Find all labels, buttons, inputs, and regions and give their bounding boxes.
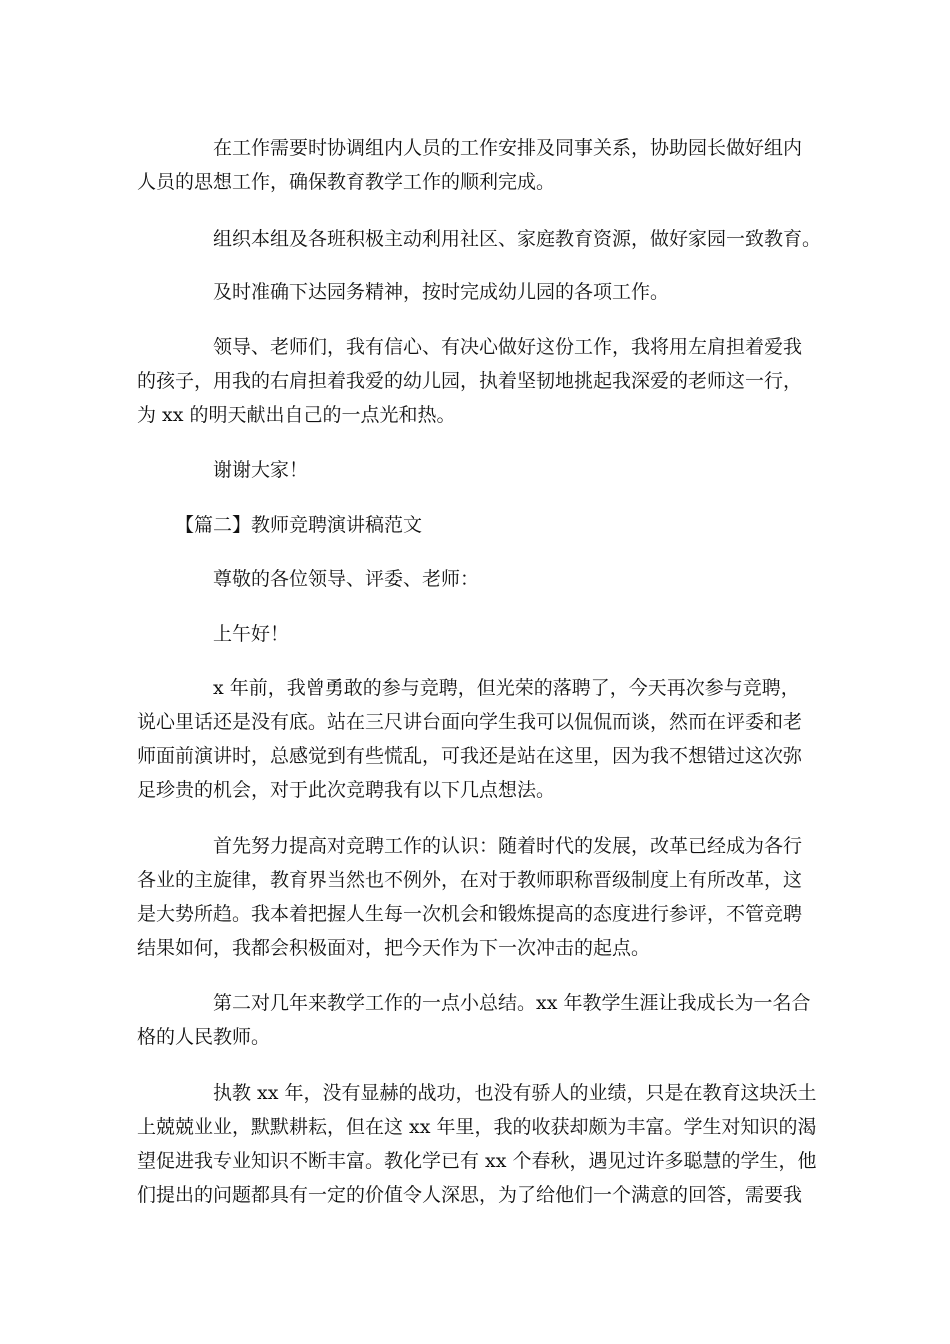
text-line: 组织本组及各班积极主动利用社区、家庭教育资源，做好家园一致教育。 [213, 228, 822, 250]
paragraph-understanding [137, 829, 817, 965]
text-line: 人员的思想工作，确保教育教学工作的顺利完成。 [137, 171, 556, 193]
paragraph-timely-tasks [137, 275, 817, 309]
paragraph-good-morning [137, 617, 817, 651]
text-line: x 年前，我曾勇敢的参与竞聘，但光荣的落聘了，今天再次参与竞聘， [213, 677, 800, 699]
paragraph-previous-attempt [137, 671, 817, 807]
paragraph-coordination [137, 131, 817, 199]
text-line: 足珍贵的机会，对于此次竞聘我有以下几点想法。 [137, 779, 556, 801]
text-line: 尊敬的各位领导、评委、老师： [213, 568, 480, 590]
text-line: 上兢兢业业，默默耕耘，但在这 xx 年里，我的收获却颇为丰富。学生对知识的渴 [137, 1116, 817, 1138]
text-line: 上午好！ [213, 623, 290, 645]
text-line: 首先努力提高对竞聘工作的认识：随着时代的发展，改革已经成为各行 [213, 835, 803, 857]
paragraph-teaching-years [137, 1076, 817, 1212]
paragraph-confidence [137, 330, 817, 432]
text-line: 【篇二】教师竞聘演讲稿范文 [175, 514, 423, 536]
text-line: 领导、老师们，我有信心、有决心做好这份工作，我将用左肩担着爱我 [213, 336, 803, 358]
paragraph-greeting [137, 562, 817, 596]
text-line: 说心里话还是没有底。站在三尺讲台面向学生我可以侃侃而谈，然而在评委和老 [137, 711, 803, 733]
text-line: 执教 xx 年，没有显赫的战功，也没有骄人的业绩，只是在教育这块沃土 [213, 1082, 817, 1104]
section-heading [175, 508, 422, 542]
text-line: 及时准确下达园务精神，按时完成幼儿园的各项工作。 [213, 281, 670, 303]
paragraph-community-resources [137, 222, 822, 256]
text-line: 格的人民教师。 [137, 1026, 271, 1048]
text-line: 在工作需要时协调组内人员的工作安排及同事关系，协助园长做好组内 [213, 137, 803, 159]
text-line: 师面前演讲时，总感觉到有些慌乱，可我还是站在这里，因为我不想错过这次弥 [137, 745, 803, 767]
text-line: 是大势所趋。我本着把握人生每一次机会和锻炼提高的态度进行参评，不管竞聘 [137, 903, 803, 925]
paragraph-thanks [137, 453, 817, 487]
text-line: 第二对几年来教学工作的一点小总结。xx 年教学生涯让我成长为一名合 [213, 992, 811, 1014]
text-line: 们提出的问题都具有一定的价值令人深思，为了给他们一个满意的回答，需要我 [137, 1184, 803, 1206]
text-line: 结果如何，我都会积极面对，把今天作为下一次冲击的起点。 [137, 937, 651, 959]
text-line: 望促进我专业知识不断丰富。教化学已有 xx 个春秋，遇见过许多聪慧的学生，他 [137, 1150, 817, 1172]
text-line: 的孩子，用我的右肩担着我爱的幼儿园，执着坚韧地挑起我深爱的老师这一行， [137, 370, 803, 392]
text-line: 各业的主旋律，教育界当然也不例外，在对于教师职称晋级制度上有所改革，这 [137, 869, 803, 891]
text-line: 为 xx 的明天献出自己的一点光和热。 [137, 404, 456, 426]
paragraph-summary [137, 986, 817, 1054]
text-line: 谢谢大家！ [213, 459, 309, 481]
